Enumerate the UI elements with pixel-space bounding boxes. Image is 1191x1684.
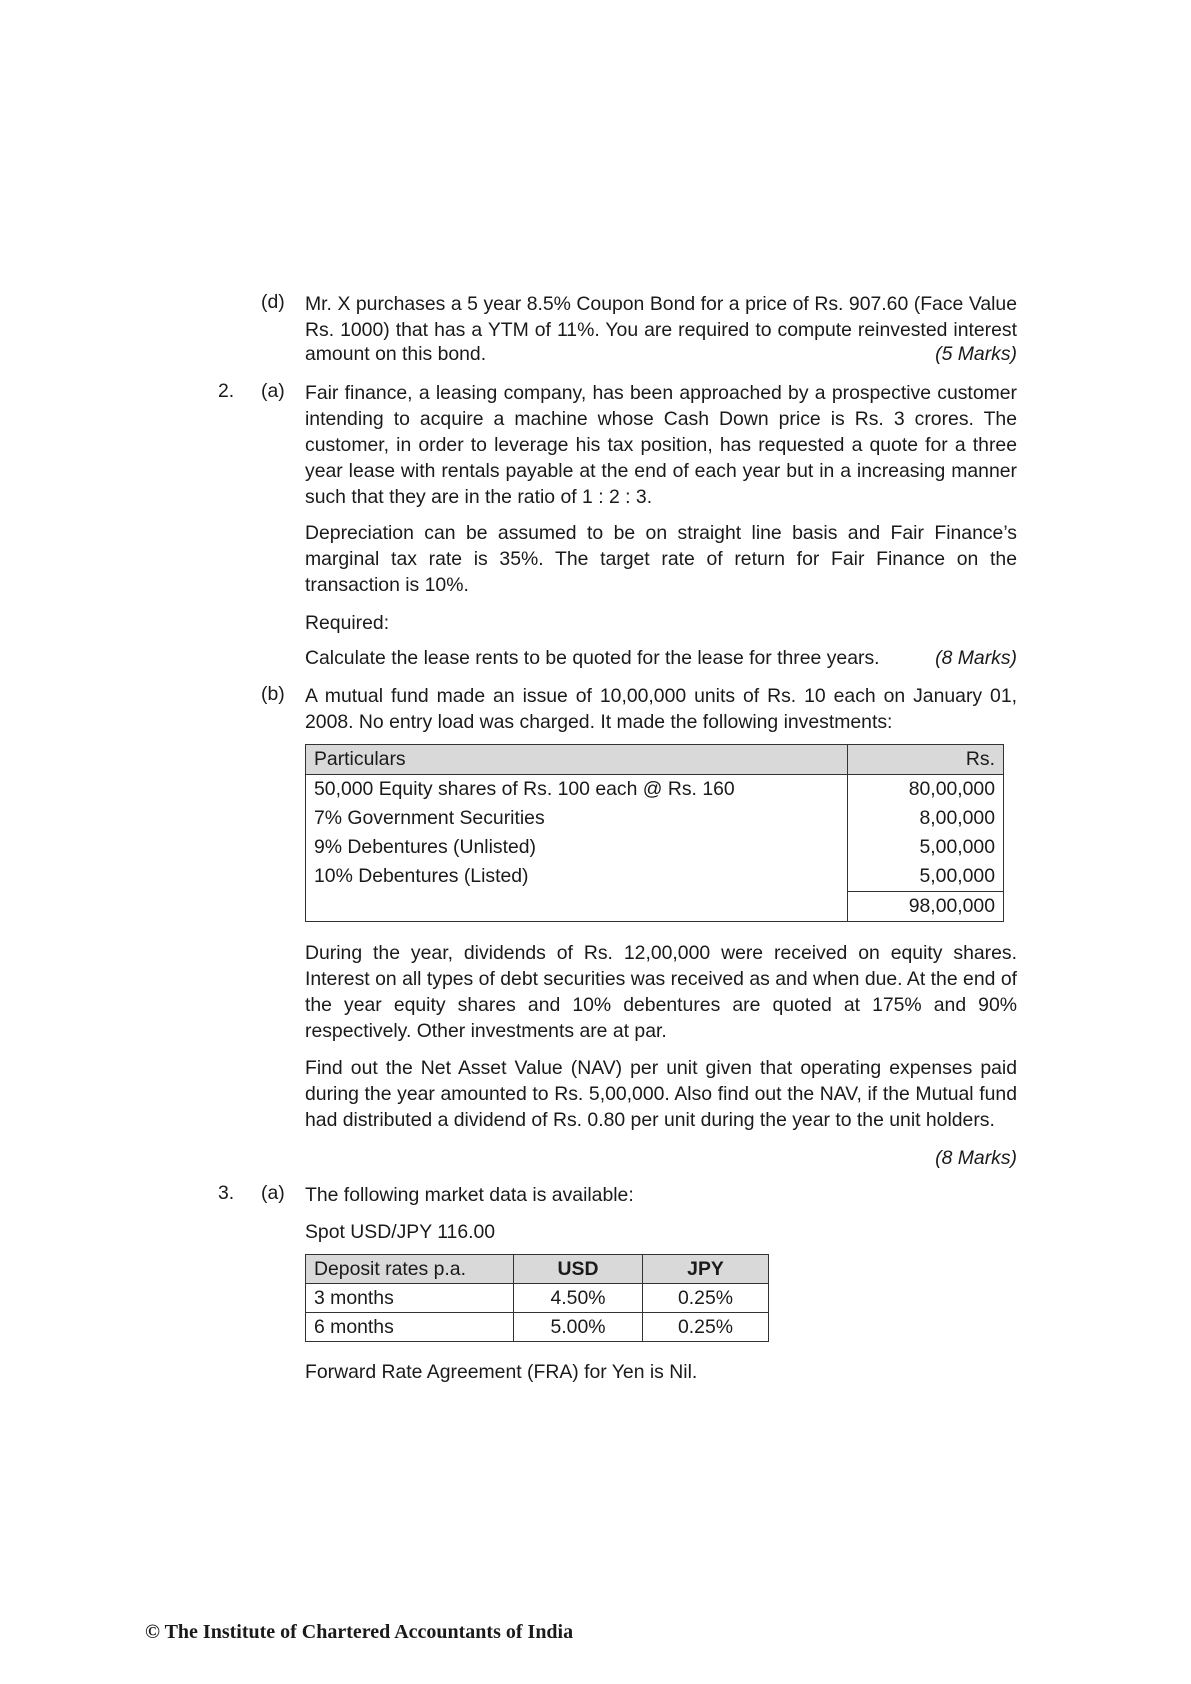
q3-number: 3. <box>218 1182 235 1204</box>
row-amount: 5,00,000 <box>848 862 1004 892</box>
table-row <box>306 833 1004 862</box>
table-row <box>306 862 1004 892</box>
q1d-marks: (5 Marks) <box>935 343 1017 365</box>
table-total-row <box>306 892 1004 922</box>
investments-table <box>305 744 1004 922</box>
header-jpy: JPY <box>643 1255 769 1284</box>
q2a-para-2: Depreciation can be assumed to be on straight line basis and Fair Finance’s marginal tax rate is 35%. The target rate of return for Fair Finance on the transaction is 10%. <box>305 522 1017 596</box>
header-rs: Rs. <box>848 745 1004 775</box>
row-amount: 5,00,000 <box>848 833 1004 862</box>
total-amount: 98,00,000 <box>848 892 1004 922</box>
q2a-task: Calculate the lease rents to be quoted for the lease for three years. <box>305 647 880 669</box>
row-particular: 10% Debentures (Listed) <box>306 862 848 892</box>
q2b-intro: A mutual fund made an issue of 10,00,000 units of Rs. 10 each on January 01, 2008. No entry load was charged. It made the following investments: <box>305 685 1017 733</box>
row-period: 3 months <box>306 1284 514 1313</box>
row-particular: 9% Debentures (Unlisted) <box>306 833 848 862</box>
row-usd-rate: 4.50% <box>514 1284 643 1313</box>
q2b-para-2: Find out the Net Asset Value (NAV) per unit given that operating expenses paid during the year amounted to Rs. 5,00,000. Also find out the NAV, if the Mutual fund had distributed a dividend of Rs. 0.80 per unit during the year to the unit holders. <box>305 1057 1017 1131</box>
q1d-line-1: Mr. X purchases a 5 year 8.5% Coupon Bond for a price of Rs. 907.60 (Face Value <box>305 293 1017 315</box>
table-row <box>306 1313 769 1342</box>
row-jpy-rate: 0.25% <box>643 1313 769 1342</box>
row-jpy-rate: 0.25% <box>643 1284 769 1313</box>
q1d-label: (d) <box>261 291 285 313</box>
header-particulars: Particulars <box>306 745 848 775</box>
q2a-para-1: Fair finance, a leasing company, has been approached by a prospective customer intending to acquire a machine whose Cash Down price is Rs. 3 crores. The customer, in order to leverage his tax position, has requested a quote for a three year lease with rentals payable at the end of each year but in a increasing manner such that they are in the ratio of 1 : 2 : 3. <box>305 382 1017 508</box>
q2a-label: (a) <box>261 380 285 402</box>
table-row <box>306 775 1004 805</box>
row-particular: 7% Government Securities <box>306 804 848 833</box>
q2b-para-1: During the year, dividends of Rs. 12,00,000 were received on equity shares. Interest on all types of debt securities was received as and when due. At the end of the year equity shares and 10% debentures are quoted at 175% and 90% respectively. Other investments are at par. <box>305 942 1017 1042</box>
q1d-line-2: Rs. 1000) that has a YTM of 11%. You are required to compute reinvested interest <box>305 319 1017 341</box>
row-usd-rate: 5.00% <box>514 1313 643 1342</box>
q2-number: 2. <box>218 380 235 402</box>
q2a-task-row <box>305 647 1017 670</box>
row-period: 6 months <box>306 1313 514 1342</box>
header-usd: USD <box>514 1255 643 1284</box>
q2a-required: Required: <box>305 612 390 634</box>
q3a-spot: Spot USD/JPY 116.00 <box>305 1221 496 1243</box>
q1d-last-row <box>305 343 1017 366</box>
q2b-label: (b) <box>261 683 285 705</box>
table-row <box>306 804 1004 833</box>
q3a-intro: The following market data is available: <box>305 1184 634 1206</box>
q3a-label: (a) <box>261 1182 285 1204</box>
row-amount: 80,00,000 <box>848 775 1004 805</box>
q2a-marks: (8 Marks) <box>935 647 1017 669</box>
deposit-rates-table <box>305 1254 769 1342</box>
table-header-row <box>306 1255 769 1284</box>
header-deposit-rates: Deposit rates p.a. <box>306 1255 514 1284</box>
total-label-cell <box>306 892 848 922</box>
footer-copyright: © The Institute of Chartered Accountants of India <box>145 1621 574 1643</box>
q3a-fra: Forward Rate Agreement (FRA) for Yen is Nil. <box>305 1361 698 1383</box>
table-header-row <box>306 745 1004 775</box>
q2b-marks: (8 Marks) <box>935 1147 1017 1169</box>
table-row <box>306 1284 769 1313</box>
row-amount: 8,00,000 <box>848 804 1004 833</box>
q1d-line-3: amount on this bond. <box>305 343 487 365</box>
row-particular: 50,000 Equity shares of Rs. 100 each @ Rs. 160 <box>306 775 848 805</box>
